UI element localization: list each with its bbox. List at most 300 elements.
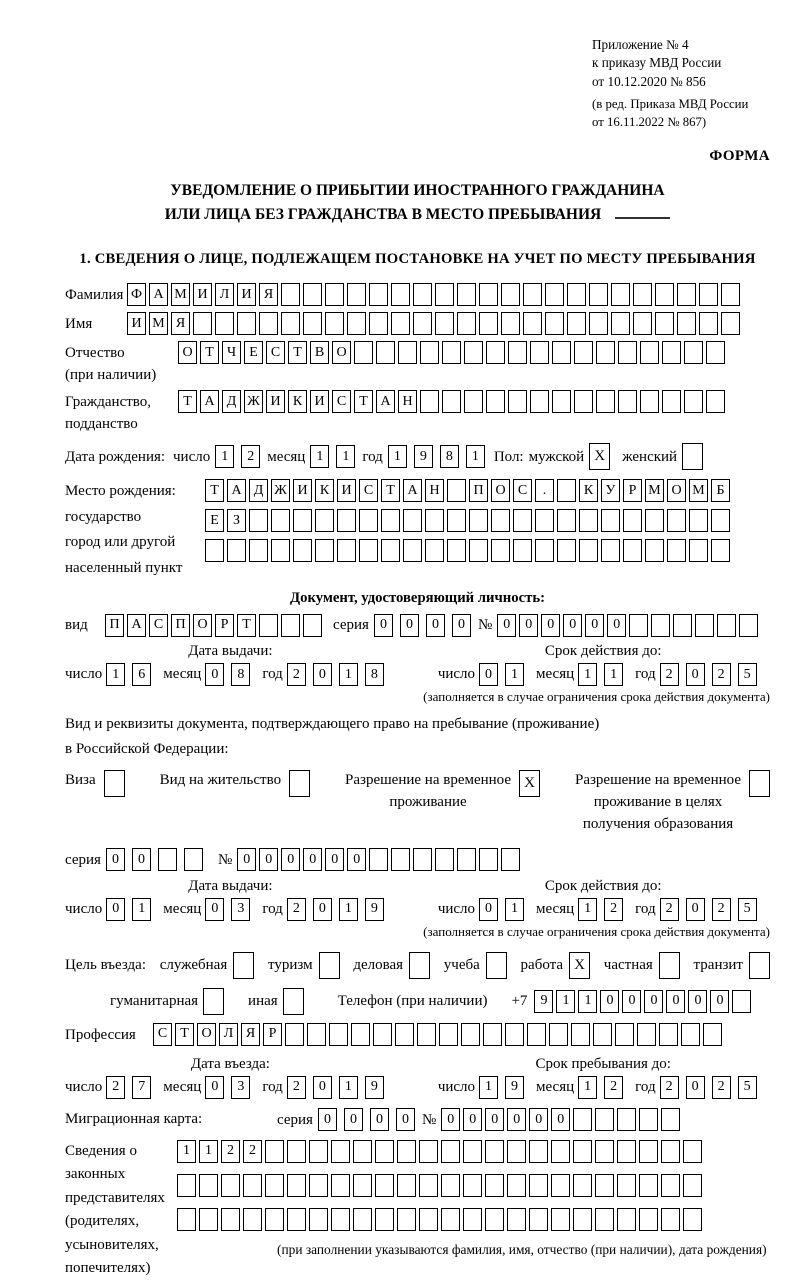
edu-permit-checkbox[interactable] (749, 770, 770, 797)
char-cell[interactable]: Ж (271, 479, 290, 502)
char-cell[interactable] (557, 539, 576, 562)
char-cell[interactable] (315, 509, 334, 532)
char-cell[interactable] (639, 1108, 658, 1131)
char-cell[interactable]: У (601, 479, 620, 502)
char-cell[interactable] (265, 1174, 284, 1197)
char-cell[interactable] (721, 312, 740, 335)
char-cell[interactable] (683, 1174, 702, 1197)
char-cell[interactable]: 8 (365, 663, 384, 686)
char-cell[interactable]: 1 (505, 898, 524, 921)
char-cell[interactable]: 0 (106, 898, 125, 921)
char-cell[interactable] (457, 283, 476, 306)
char-cell[interactable]: А (149, 283, 168, 306)
char-cell[interactable] (527, 1023, 546, 1046)
char-cell[interactable] (645, 509, 664, 532)
char-cell[interactable] (395, 1023, 414, 1046)
char-cell[interactable]: 1 (339, 898, 358, 921)
char-cell[interactable]: 0 (106, 848, 125, 871)
char-cell[interactable] (271, 539, 290, 562)
purpose-official-checkbox[interactable] (233, 952, 254, 979)
char-cell[interactable] (359, 539, 378, 562)
char-cell[interactable]: Т (205, 479, 224, 502)
char-cell[interactable]: 0 (441, 1108, 460, 1131)
char-cell[interactable]: Т (381, 479, 400, 502)
char-cell[interactable] (397, 1140, 416, 1163)
char-cell[interactable] (281, 614, 300, 637)
char-cell[interactable] (447, 479, 466, 502)
char-cell[interactable]: 2 (712, 898, 731, 921)
char-cell[interactable]: 2 (241, 445, 260, 468)
char-cell[interactable] (375, 1208, 394, 1231)
char-cell[interactable]: 1 (310, 445, 329, 468)
char-cell[interactable] (417, 1023, 436, 1046)
char-cell[interactable]: Д (222, 390, 241, 413)
char-cell[interactable] (573, 1174, 592, 1197)
char-cell[interactable]: 0 (479, 663, 498, 686)
char-cell[interactable] (469, 509, 488, 532)
char-cell[interactable] (573, 1208, 592, 1231)
char-cell[interactable] (442, 390, 461, 413)
char-cell[interactable]: С (153, 1023, 172, 1046)
char-cell[interactable]: М (689, 479, 708, 502)
char-cell[interactable]: Р (263, 1023, 282, 1046)
char-cell[interactable]: М (645, 479, 664, 502)
char-cell[interactable]: Л (215, 283, 234, 306)
char-cell[interactable] (463, 1174, 482, 1197)
char-cell[interactable]: В (310, 341, 329, 364)
char-cell[interactable] (483, 1023, 502, 1046)
char-cell[interactable]: 1 (388, 445, 407, 468)
char-cell[interactable]: Н (425, 479, 444, 502)
char-cell[interactable] (435, 312, 454, 335)
char-cell[interactable] (617, 1108, 636, 1131)
char-cell[interactable] (391, 848, 410, 871)
char-cell[interactable] (243, 1174, 262, 1197)
char-cell[interactable]: 2 (106, 1076, 125, 1099)
char-cell[interactable] (331, 1208, 350, 1231)
char-cell[interactable] (677, 312, 696, 335)
char-cell[interactable]: Е (244, 341, 263, 364)
char-cell[interactable] (615, 1023, 634, 1046)
char-cell[interactable]: 0 (507, 1108, 526, 1131)
char-cell[interactable]: 1 (479, 1076, 498, 1099)
char-cell[interactable]: А (376, 390, 395, 413)
char-cell[interactable]: М (171, 283, 190, 306)
char-cell[interactable] (413, 312, 432, 335)
char-cell[interactable] (373, 1023, 392, 1046)
char-cell[interactable]: 1 (199, 1140, 218, 1163)
char-cell[interactable] (285, 1023, 304, 1046)
char-cell[interactable]: 0 (205, 898, 224, 921)
char-cell[interactable]: 0 (452, 614, 471, 637)
char-cell[interactable]: А (403, 479, 422, 502)
char-cell[interactable] (303, 283, 322, 306)
char-cell[interactable] (435, 848, 454, 871)
char-cell[interactable]: 0 (426, 614, 445, 637)
char-cell[interactable] (662, 390, 681, 413)
char-cell[interactable]: И (237, 283, 256, 306)
char-cell[interactable]: 0 (686, 898, 705, 921)
char-cell[interactable]: 0 (529, 1108, 548, 1131)
char-cell[interactable] (307, 1023, 326, 1046)
char-cell[interactable] (369, 283, 388, 306)
char-cell[interactable]: 1 (339, 1076, 358, 1099)
char-cell[interactable]: 0 (463, 1108, 482, 1131)
char-cell[interactable] (661, 1208, 680, 1231)
char-cell[interactable] (329, 1023, 348, 1046)
char-cell[interactable]: 5 (738, 663, 757, 686)
char-cell[interactable]: 1 (339, 663, 358, 686)
char-cell[interactable] (667, 509, 686, 532)
char-cell[interactable]: 0 (686, 663, 705, 686)
char-cell[interactable]: 0 (666, 990, 685, 1013)
char-cell[interactable] (381, 539, 400, 562)
char-cell[interactable] (574, 390, 593, 413)
char-cell[interactable]: И (127, 312, 146, 335)
char-cell[interactable] (507, 1140, 526, 1163)
char-cell[interactable] (442, 341, 461, 364)
purpose-private-checkbox[interactable] (659, 952, 680, 979)
char-cell[interactable]: 9 (505, 1076, 524, 1099)
char-cell[interactable] (403, 539, 422, 562)
char-cell[interactable] (508, 341, 527, 364)
char-cell[interactable]: 0 (237, 848, 256, 871)
char-cell[interactable] (193, 312, 212, 335)
char-cell[interactable] (706, 341, 725, 364)
char-cell[interactable]: 8 (440, 445, 459, 468)
char-cell[interactable] (353, 1174, 372, 1197)
char-cell[interactable]: 0 (541, 614, 560, 637)
char-cell[interactable]: 2 (712, 663, 731, 686)
residence-permit-checkbox[interactable] (289, 770, 310, 797)
char-cell[interactable]: 7 (132, 1076, 151, 1099)
char-cell[interactable] (184, 848, 203, 871)
char-cell[interactable]: О (178, 341, 197, 364)
char-cell[interactable] (479, 848, 498, 871)
char-cell[interactable] (369, 848, 388, 871)
char-cell[interactable] (617, 1208, 636, 1231)
char-cell[interactable] (739, 614, 758, 637)
char-cell[interactable] (265, 1208, 284, 1231)
char-cell[interactable]: К (315, 479, 334, 502)
char-cell[interactable] (659, 1023, 678, 1046)
char-cell[interactable] (353, 1140, 372, 1163)
char-cell[interactable]: Т (175, 1023, 194, 1046)
char-cell[interactable]: 2 (287, 898, 306, 921)
char-cell[interactable]: 9 (534, 990, 553, 1013)
char-cell[interactable]: 0 (400, 614, 419, 637)
char-cell[interactable] (397, 1208, 416, 1231)
char-cell[interactable]: А (127, 614, 146, 637)
char-cell[interactable]: 5 (738, 898, 757, 921)
char-cell[interactable]: Т (288, 341, 307, 364)
char-cell[interactable]: 0 (313, 663, 332, 686)
char-cell[interactable]: Д (249, 479, 268, 502)
char-cell[interactable] (567, 312, 586, 335)
char-cell[interactable]: Р (215, 614, 234, 637)
char-cell[interactable]: 0 (374, 614, 393, 637)
char-cell[interactable]: Р (623, 479, 642, 502)
char-cell[interactable] (461, 1023, 480, 1046)
char-cell[interactable]: 8 (231, 663, 250, 686)
char-cell[interactable] (287, 1140, 306, 1163)
char-cell[interactable] (177, 1208, 196, 1231)
char-cell[interactable] (557, 479, 576, 502)
char-cell[interactable] (325, 312, 344, 335)
char-cell[interactable] (689, 539, 708, 562)
char-cell[interactable] (596, 341, 615, 364)
char-cell[interactable] (552, 390, 571, 413)
char-cell[interactable] (158, 848, 177, 871)
char-cell[interactable] (463, 1140, 482, 1163)
char-cell[interactable]: 0 (644, 990, 663, 1013)
char-cell[interactable] (721, 283, 740, 306)
char-cell[interactable] (249, 509, 268, 532)
char-cell[interactable]: 0 (485, 1108, 504, 1131)
char-cell[interactable]: О (667, 479, 686, 502)
char-cell[interactable] (623, 539, 642, 562)
char-cell[interactable]: 1 (336, 445, 355, 468)
char-cell[interactable] (611, 312, 630, 335)
char-cell[interactable] (513, 509, 532, 532)
char-cell[interactable]: З (227, 509, 246, 532)
char-cell[interactable] (699, 283, 718, 306)
char-cell[interactable] (331, 1140, 350, 1163)
char-cell[interactable]: 0 (205, 1076, 224, 1099)
char-cell[interactable] (265, 1140, 284, 1163)
char-cell[interactable] (397, 1174, 416, 1197)
char-cell[interactable]: 1 (215, 445, 234, 468)
char-cell[interactable]: И (293, 479, 312, 502)
char-cell[interactable] (593, 1023, 612, 1046)
char-cell[interactable] (507, 1174, 526, 1197)
char-cell[interactable]: П (171, 614, 190, 637)
char-cell[interactable]: И (337, 479, 356, 502)
char-cell[interactable] (303, 312, 322, 335)
char-cell[interactable] (640, 390, 659, 413)
char-cell[interactable] (337, 509, 356, 532)
char-cell[interactable] (293, 539, 312, 562)
char-cell[interactable]: 1 (556, 990, 575, 1013)
char-cell[interactable] (530, 390, 549, 413)
char-cell[interactable] (486, 341, 505, 364)
char-cell[interactable] (551, 1208, 570, 1231)
visa-checkbox[interactable] (104, 770, 125, 797)
char-cell[interactable]: 2 (243, 1140, 262, 1163)
char-cell[interactable] (485, 1208, 504, 1231)
char-cell[interactable] (464, 341, 483, 364)
char-cell[interactable] (703, 1023, 722, 1046)
char-cell[interactable] (309, 1174, 328, 1197)
char-cell[interactable] (309, 1208, 328, 1231)
char-cell[interactable]: 0 (132, 848, 151, 871)
char-cell[interactable] (681, 1023, 700, 1046)
char-cell[interactable] (684, 341, 703, 364)
char-cell[interactable]: Ф (127, 283, 146, 306)
char-cell[interactable] (243, 1208, 262, 1231)
male-checkbox[interactable]: X (589, 443, 610, 470)
purpose-business-checkbox[interactable] (409, 952, 430, 979)
char-cell[interactable]: С (149, 614, 168, 637)
char-cell[interactable] (485, 1174, 504, 1197)
char-cell[interactable] (551, 1174, 570, 1197)
char-cell[interactable] (529, 1174, 548, 1197)
char-cell[interactable] (595, 1108, 614, 1131)
temp-permit-checkbox[interactable]: X (519, 770, 540, 797)
char-cell[interactable] (595, 1208, 614, 1231)
char-cell[interactable] (403, 509, 422, 532)
char-cell[interactable] (325, 283, 344, 306)
char-cell[interactable] (589, 312, 608, 335)
char-cell[interactable] (501, 312, 520, 335)
char-cell[interactable] (508, 390, 527, 413)
char-cell[interactable] (469, 539, 488, 562)
char-cell[interactable] (259, 614, 278, 637)
char-cell[interactable] (589, 283, 608, 306)
char-cell[interactable] (315, 539, 334, 562)
char-cell[interactable] (535, 509, 554, 532)
char-cell[interactable]: Б (711, 479, 730, 502)
char-cell[interactable]: . (535, 479, 554, 502)
char-cell[interactable] (637, 1023, 656, 1046)
char-cell[interactable]: С (266, 341, 285, 364)
char-cell[interactable] (574, 341, 593, 364)
char-cell[interactable]: С (332, 390, 351, 413)
char-cell[interactable]: 0 (396, 1108, 415, 1131)
char-cell[interactable] (661, 1108, 680, 1131)
char-cell[interactable] (464, 390, 483, 413)
char-cell[interactable]: 0 (688, 990, 707, 1013)
char-cell[interactable] (640, 341, 659, 364)
char-cell[interactable] (205, 539, 224, 562)
char-cell[interactable]: М (149, 312, 168, 335)
char-cell[interactable] (353, 1208, 372, 1231)
purpose-transit-checkbox[interactable] (749, 952, 770, 979)
char-cell[interactable] (259, 312, 278, 335)
char-cell[interactable] (662, 341, 681, 364)
char-cell[interactable] (645, 539, 664, 562)
char-cell[interactable] (545, 283, 564, 306)
char-cell[interactable] (491, 509, 510, 532)
char-cell[interactable] (439, 1023, 458, 1046)
char-cell[interactable] (351, 1023, 370, 1046)
char-cell[interactable] (699, 312, 718, 335)
char-cell[interactable]: 0 (370, 1108, 389, 1131)
char-cell[interactable] (479, 312, 498, 335)
char-cell[interactable] (549, 1023, 568, 1046)
char-cell[interactable]: 1 (578, 898, 597, 921)
char-cell[interactable]: 9 (365, 898, 384, 921)
char-cell[interactable] (486, 390, 505, 413)
char-cell[interactable]: Я (171, 312, 190, 335)
char-cell[interactable] (398, 341, 417, 364)
char-cell[interactable] (523, 283, 542, 306)
char-cell[interactable] (695, 614, 714, 637)
char-cell[interactable] (419, 1208, 438, 1231)
char-cell[interactable] (629, 614, 648, 637)
char-cell[interactable]: Т (200, 341, 219, 364)
char-cell[interactable] (711, 539, 730, 562)
char-cell[interactable]: П (105, 614, 124, 637)
char-cell[interactable]: 3 (231, 898, 250, 921)
char-cell[interactable]: С (513, 479, 532, 502)
char-cell[interactable] (677, 283, 696, 306)
char-cell[interactable]: О (332, 341, 351, 364)
char-cell[interactable]: 2 (604, 898, 623, 921)
char-cell[interactable] (457, 848, 476, 871)
char-cell[interactable]: Н (398, 390, 417, 413)
char-cell[interactable] (571, 1023, 590, 1046)
char-cell[interactable]: 0 (303, 848, 322, 871)
char-cell[interactable] (491, 539, 510, 562)
char-cell[interactable] (545, 312, 564, 335)
char-cell[interactable] (381, 509, 400, 532)
char-cell[interactable] (673, 614, 692, 637)
char-cell[interactable]: 0 (563, 614, 582, 637)
char-cell[interactable]: И (266, 390, 285, 413)
char-cell[interactable]: 3 (231, 1076, 250, 1099)
char-cell[interactable]: 0 (600, 990, 619, 1013)
char-cell[interactable]: 1 (106, 663, 125, 686)
char-cell[interactable]: 0 (259, 848, 278, 871)
char-cell[interactable]: 2 (604, 1076, 623, 1099)
char-cell[interactable] (281, 283, 300, 306)
char-cell[interactable]: 1 (466, 445, 485, 468)
char-cell[interactable] (573, 1108, 592, 1131)
char-cell[interactable]: Я (241, 1023, 260, 1046)
char-cell[interactable] (552, 341, 571, 364)
female-checkbox[interactable] (682, 443, 703, 470)
char-cell[interactable] (513, 539, 532, 562)
char-cell[interactable]: 2 (660, 1076, 679, 1099)
char-cell[interactable]: 0 (344, 1108, 363, 1131)
char-cell[interactable] (711, 509, 730, 532)
char-cell[interactable]: 1 (578, 1076, 597, 1099)
char-cell[interactable] (237, 312, 256, 335)
char-cell[interactable] (354, 341, 373, 364)
char-cell[interactable] (391, 283, 410, 306)
char-cell[interactable]: П (469, 479, 488, 502)
char-cell[interactable]: О (193, 614, 212, 637)
char-cell[interactable] (485, 1140, 504, 1163)
char-cell[interactable]: Т (237, 614, 256, 637)
char-cell[interactable]: 1 (578, 990, 597, 1013)
char-cell[interactable] (420, 390, 439, 413)
char-cell[interactable] (177, 1174, 196, 1197)
purpose-study-checkbox[interactable] (486, 952, 507, 979)
char-cell[interactable] (287, 1208, 306, 1231)
char-cell[interactable] (303, 614, 322, 637)
char-cell[interactable] (441, 1174, 460, 1197)
char-cell[interactable]: 9 (365, 1076, 384, 1099)
char-cell[interactable]: 0 (710, 990, 729, 1013)
char-cell[interactable]: 2 (712, 1076, 731, 1099)
char-cell[interactable] (573, 1140, 592, 1163)
char-cell[interactable] (618, 390, 637, 413)
char-cell[interactable] (639, 1140, 658, 1163)
purpose-other-checkbox[interactable] (283, 988, 304, 1015)
char-cell[interactable] (633, 283, 652, 306)
purpose-tourism-checkbox[interactable] (319, 952, 340, 979)
char-cell[interactable] (199, 1174, 218, 1197)
char-cell[interactable] (359, 509, 378, 532)
char-cell[interactable] (457, 312, 476, 335)
char-cell[interactable]: 9 (414, 445, 433, 468)
char-cell[interactable]: Ж (244, 390, 263, 413)
char-cell[interactable] (601, 539, 620, 562)
char-cell[interactable]: 1 (505, 663, 524, 686)
char-cell[interactable] (199, 1208, 218, 1231)
